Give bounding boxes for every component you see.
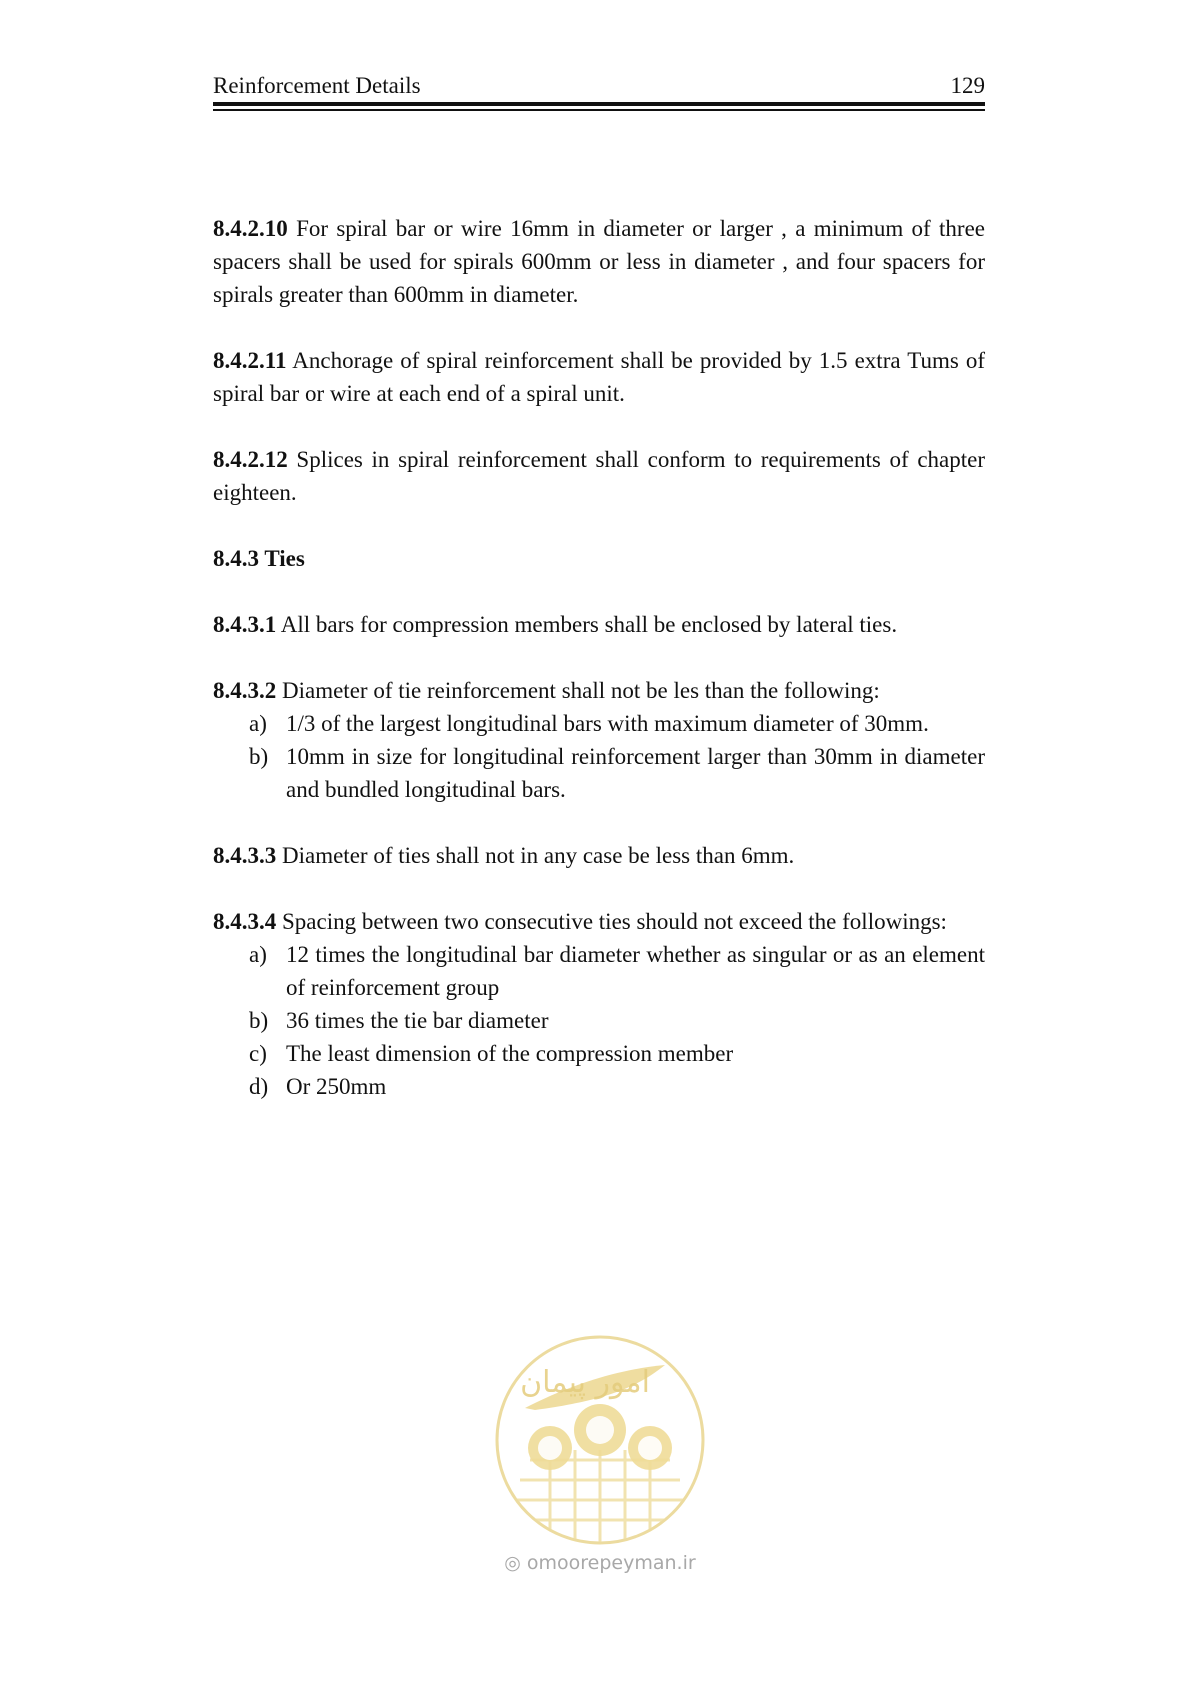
clause-intro (213, 905, 985, 938)
list-item-text: 12 times the longitudinal bar diameter whether as singular or as an element of reinforcement group (286, 942, 985, 1000)
list-item (213, 1070, 985, 1103)
page-number: 129 (950, 73, 985, 98)
clause-text: Diameter of ties shall not in any case be less than 6mm. (276, 843, 795, 868)
clause-number: 8.4.3.1 (213, 612, 277, 637)
tie-diameter-list (213, 707, 985, 806)
watermark-logo-text: امور پیمان (520, 1365, 650, 1400)
list-item (213, 740, 985, 806)
clause-8-4-2-12 (213, 443, 985, 509)
clause-number: 8.4.3.3 (213, 843, 277, 868)
clause-text: Spacing between two consecutive ties should not exceed the followings: (276, 909, 947, 934)
clause-text: Splices in spiral reinforcement shall conform to requirements of chapter eighteen. (213, 447, 985, 505)
list-marker: b) (249, 1008, 269, 1033)
document-body (213, 212, 985, 1103)
list-marker: c) (249, 1041, 267, 1066)
list-item-text: 1/3 of the largest longitudinal bars with maximum diameter of 30mm. (286, 711, 929, 736)
running-title: Reinforcement Details (213, 73, 421, 98)
list-marker: b) (249, 744, 269, 769)
clause-text: Anchorage of spiral reinforcement shall be provided by 1.5 extra Tums of spiral bar or wire at each end of a spiral unit. (213, 348, 985, 406)
header-rule-thick (213, 102, 985, 106)
clause-number: 8.4.2.11 (213, 348, 287, 373)
clause-number: 8.4.3.2 (213, 678, 277, 703)
clause-8-4-3-4 (213, 905, 985, 1103)
tie-spacing-list (213, 938, 985, 1103)
clause-text: All bars for compression members shall be enclosed by lateral ties. (276, 612, 898, 637)
section-heading-ties: 8.4.3 Ties (213, 546, 305, 571)
clause-8-4-3-2 (213, 674, 985, 806)
clause-number: 8.4.2.10 (213, 216, 288, 241)
clause-8-4-2-10 (213, 212, 985, 311)
list-item-text: The least dimension of the compression member (286, 1041, 734, 1066)
clause-8-4-2-11 (213, 344, 985, 410)
clause-8-4-3-1 (213, 608, 985, 641)
list-item-text: 36 times the tie bar diameter (286, 1008, 549, 1033)
clause-8-4-3-3 (213, 839, 985, 872)
clause-number: 8.4.3.4 (213, 909, 277, 934)
clause-text: Diameter of tie reinforcement shall not be les than the following: (276, 678, 880, 703)
list-marker: a) (249, 942, 267, 967)
list-item (213, 707, 985, 740)
clause-text: For spiral bar or wire 16mm in diameter or larger , a minimum of three spacers shall be used for spirals 600mm or less in diameter , and four spacers for spirals greater than 600mm in diameter. (213, 216, 985, 307)
clause-intro (213, 674, 985, 707)
list-item (213, 1004, 985, 1037)
header-rule-thin (213, 109, 985, 111)
list-item-text: Or 250mm (286, 1074, 387, 1099)
list-item-text: 10mm in size for longitudinal reinforcement larger than 30mm in diameter and bundled longitudinal bars. (286, 744, 985, 802)
list-marker: a) (249, 711, 267, 736)
watermark-url: ◎ omoorepeyman.ir (504, 1552, 696, 1574)
list-item (213, 938, 985, 1004)
clause-number: 8.4.2.12 (213, 447, 288, 472)
list-marker: d) (249, 1074, 269, 1099)
watermark-logo-icon (490, 1330, 710, 1550)
list-item (213, 1037, 985, 1070)
